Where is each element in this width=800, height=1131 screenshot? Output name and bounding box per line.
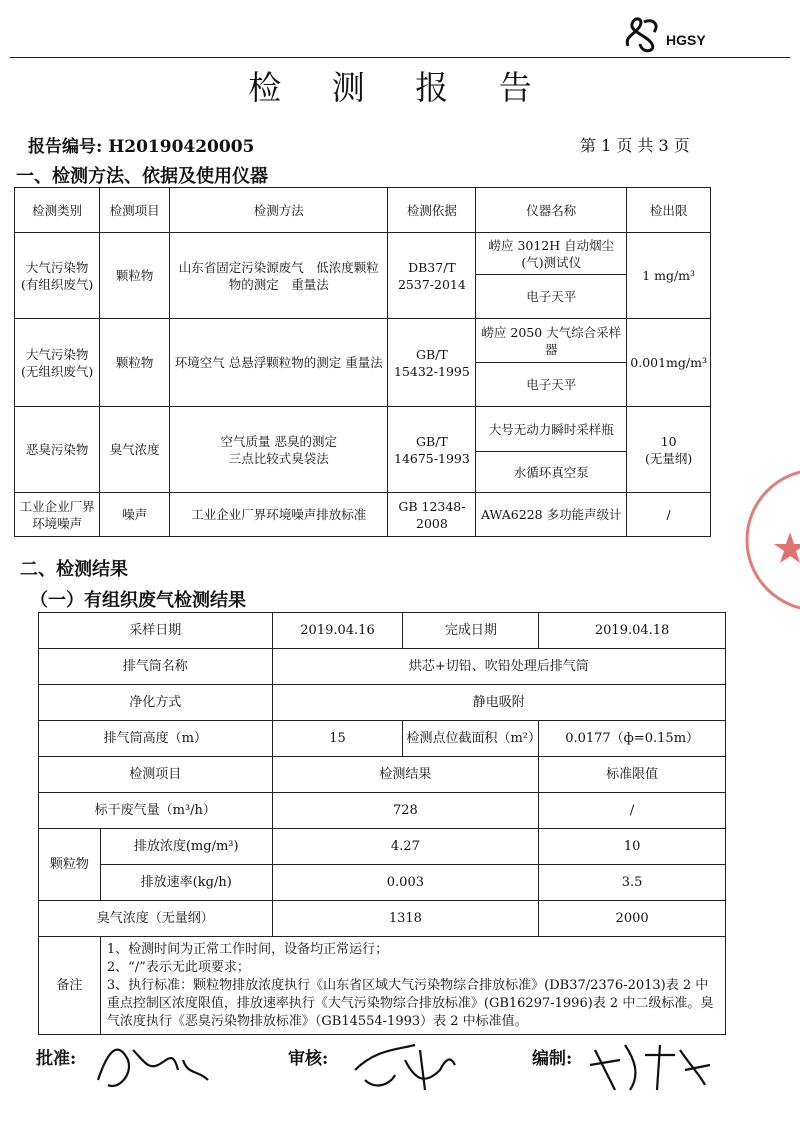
flow-label: 标干废气量（m³/h）: [39, 793, 273, 829]
note-line: 2、“/”表示无此项要求；: [106, 959, 250, 975]
column-header: 检测依据: [388, 188, 476, 233]
purify-label: 净化方式: [39, 685, 273, 721]
item-cell: 臭气浓度: [100, 407, 170, 493]
table-row: [39, 829, 726, 865]
table-header-row: [15, 188, 711, 233]
finish-date-label: 完成日期: [403, 613, 539, 649]
section1-title: 一、检测方法、依据及使用仪器: [16, 166, 268, 187]
limit-cell: /: [627, 493, 711, 537]
instrument-cell: 大号无动力瞬时采样瓶: [476, 407, 627, 452]
table-row: [39, 793, 726, 829]
logo-text: HGSY: [666, 32, 706, 48]
instrument-cell: 崂应 3012H 自动烟尘(气)测试仪: [476, 233, 627, 275]
rate-label: 排放速率(kg/h): [100, 865, 272, 901]
section2-subtitle: （一）有组织废气检测结果: [30, 590, 246, 611]
item-cell: 颗粒物: [100, 319, 170, 407]
method-cell: 空气质量 恶臭的测定 三点比较式臭袋法: [170, 407, 388, 493]
category-cell: 大气污染物 (有组织废气): [15, 233, 100, 319]
finish-date-value: 2019.04.18: [539, 613, 726, 649]
area-value: 0.0177（ф=0.15m）: [539, 721, 726, 757]
notes-label: 备注: [39, 937, 101, 1035]
column-header: 标准限值: [539, 757, 726, 793]
method-cell: 工业企业厂界环境噪声排放标准: [170, 493, 388, 537]
column-header: 仪器名称: [476, 188, 627, 233]
report-number: 报告编号: H20190420005: [28, 137, 255, 157]
height-label: 排气筒高度（m）: [39, 721, 273, 757]
logo-icon: [622, 14, 664, 54]
basis-cell: DB37/T 2537-2014: [388, 233, 476, 319]
sampling-date-value: 2019.04.16: [272, 613, 403, 649]
instrument-cell: 电子天平: [476, 275, 627, 319]
compiler-signature: [585, 1030, 715, 1100]
table-header-row: [39, 757, 726, 793]
column-header: 检出限: [627, 188, 711, 233]
table-row: [15, 319, 711, 363]
notes-row: [39, 937, 726, 1035]
table-row: [39, 901, 726, 937]
methods-table: [14, 187, 711, 537]
category-cell: 恶臭污染物: [15, 407, 100, 493]
basis-cell: GB 12348-2008: [388, 493, 476, 537]
instrument-cell: AWA6228 多功能声级计: [476, 493, 627, 537]
limit-cell: 1 mg/m³: [627, 233, 711, 319]
reviewer-signature: [345, 1030, 465, 1100]
rate-value: 0.003: [272, 865, 539, 901]
instrument-cell: 水循环真空泵: [476, 452, 627, 493]
table-row: [15, 407, 711, 452]
table-row: [39, 613, 726, 649]
table-row: [39, 649, 726, 685]
stack-name-value: 烘芯+切铅、吹铅处理后排气筒: [272, 649, 725, 685]
column-header: 检测方法: [170, 188, 388, 233]
column-header: 检测类别: [15, 188, 100, 233]
table-row: [39, 685, 726, 721]
header-rule: [10, 57, 790, 58]
instrument-cell: 崂应 2050 大气综合采样器: [476, 319, 627, 363]
method-cell: 环境空气 总悬浮颗粒物的测定 重量法: [170, 319, 388, 407]
flow-value: 728: [272, 793, 539, 829]
section2-title: 二、检测结果: [20, 559, 128, 580]
method-cell: 山东省固定污染源废气 低浓度颗粒物的测定 重量法: [170, 233, 388, 319]
table-row: [15, 233, 711, 275]
pm-label: 颗粒物: [39, 829, 101, 901]
odor-limit: 2000: [539, 901, 726, 937]
sampling-date-label: 采样日期: [39, 613, 273, 649]
purify-value: 静电吸附: [272, 685, 725, 721]
limit-cell: 0.001mg/m³: [627, 319, 711, 407]
stack-name-label: 排气筒名称: [39, 649, 273, 685]
table-row: [39, 721, 726, 757]
table-row: [15, 493, 711, 537]
note-line: 3、执行标准：颗粒物排放浓度执行《山东省区域大气污染物综合排放标准》(DB37/2376-2013)表 2 中重点控制区浓度限值，排放速率执行《大气污染物综合排放标准》(GB16297-1996)表 2 中二级标准。臭气浓度执行《恶臭污染物排放标准》（GB14554-1993）表 2 中标准值。: [106, 977, 714, 1029]
approve-label: 批准:: [36, 1049, 77, 1069]
instrument-cell: 电子天平: [476, 363, 627, 407]
table-row: [39, 865, 726, 901]
notes-content: [100, 937, 725, 1035]
compile-label: 编制:: [532, 1049, 573, 1069]
results-table: [38, 612, 726, 1035]
height-value: 15: [272, 721, 403, 757]
column-header: 检测结果: [272, 757, 539, 793]
basis-cell: GB/T 14675-1993: [388, 407, 476, 493]
category-cell: 工业企业厂界 环境噪声: [15, 493, 100, 537]
odor-label: 臭气浓度（无量纲）: [39, 901, 273, 937]
note-line: 1、检测时间为正常工作时间，设备均正常运行；: [106, 941, 389, 957]
area-label: 检测点位截面积（m²）: [403, 721, 539, 757]
rate-limit: 3.5: [539, 865, 726, 901]
conc-limit: 10: [539, 829, 726, 865]
item-cell: 颗粒物: [100, 233, 170, 319]
approver-signature: [88, 1030, 218, 1100]
item-cell: 噪声: [100, 493, 170, 537]
page-title: 检 测 报 告: [248, 68, 552, 107]
basis-cell: GB/T 15432-1995: [388, 319, 476, 407]
review-label: 审核:: [288, 1049, 329, 1069]
odor-value: 1318: [272, 901, 539, 937]
column-header: 检测项目: [39, 757, 273, 793]
company-logo: [622, 14, 762, 54]
conc-value: 4.27: [272, 829, 539, 865]
flow-limit: /: [539, 793, 726, 829]
conc-label: 排放浓度(mg/m³): [100, 829, 272, 865]
limit-cell: 10 (无量纲): [627, 407, 711, 493]
column-header: 检测项目: [100, 188, 170, 233]
page-info: 第 1 页 共 3 页: [580, 136, 690, 155]
red-stamp: [742, 470, 800, 620]
category-cell: 大气污染物 (无组织废气): [15, 319, 100, 407]
